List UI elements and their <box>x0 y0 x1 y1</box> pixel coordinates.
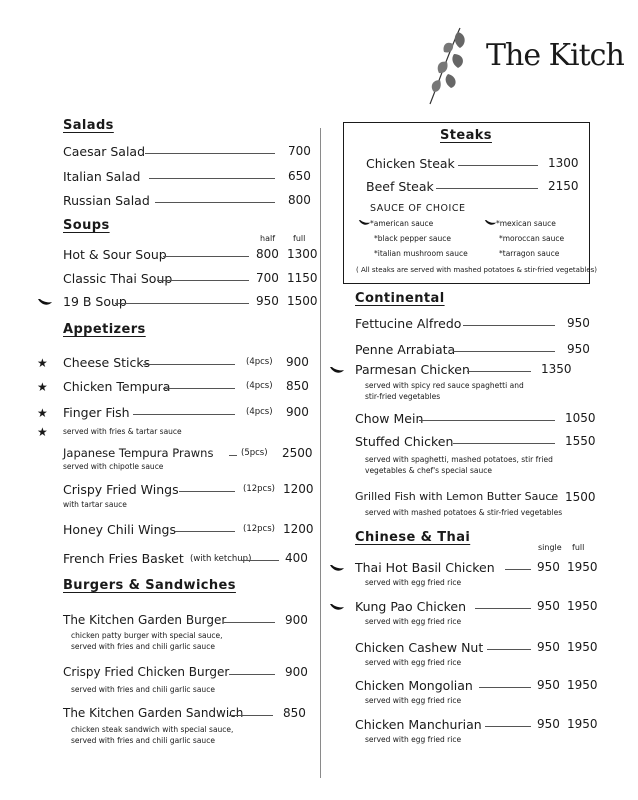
item-description: served with fries & tartar sauce <box>63 427 182 436</box>
sauce-option: *black pepper sauce <box>374 234 452 243</box>
item-name: Cheese Sticks <box>63 355 151 370</box>
item-price-single: 950 <box>537 717 560 731</box>
leader-line <box>163 256 249 257</box>
item-name: Chicken Mongolian <box>355 678 473 693</box>
chili-icon <box>329 603 345 611</box>
item-price: 1200 <box>283 482 314 496</box>
leader-line <box>155 202 275 203</box>
item-name: Russian Salad <box>63 193 150 208</box>
salads-title: Salads <box>63 118 114 133</box>
item-name: Chicken Cashew Nut <box>355 640 484 655</box>
item-pieces: (12pcs) <box>243 524 275 534</box>
item-description: chicken steak sandwich with special sauce, <box>71 725 234 734</box>
sauce-option: *american sauce <box>370 219 434 228</box>
leader-line <box>547 499 557 500</box>
menu-item <box>63 446 318 471</box>
item-price-half: 950 <box>256 294 279 308</box>
single-header: single <box>538 543 562 552</box>
menu-item <box>355 717 605 744</box>
chinese-thai-title: Chinese & Thai <box>355 530 471 545</box>
item-pieces: (4pcs) <box>246 381 273 391</box>
item-name: Italian Salad <box>63 169 141 184</box>
menu-item <box>63 144 311 164</box>
steaks-box <box>343 122 598 284</box>
leader-line <box>463 325 555 326</box>
item-price: 900 <box>285 665 308 679</box>
leader-line <box>229 674 275 675</box>
item-description: served with egg fried rice <box>365 617 462 626</box>
leader-line <box>157 280 249 281</box>
item-name: Classic Thai Soup <box>63 271 173 286</box>
menu-item <box>355 411 595 431</box>
leader-line <box>505 569 531 570</box>
item-price: 400 <box>285 551 308 565</box>
item-price-single: 950 <box>537 560 560 574</box>
menu-item <box>63 271 318 291</box>
item-name: Grilled Fish with Lemon Butter Sauce <box>355 490 559 503</box>
item-name: Honey Chili Wings <box>63 522 177 537</box>
item-name: Chow Mein <box>355 411 424 426</box>
leader-line <box>149 178 275 179</box>
item-description: stir-fried vegetables <box>365 392 441 401</box>
sauce-option: *moroccan sauce <box>499 234 565 243</box>
menu-item <box>63 294 318 314</box>
menu-item <box>37 379 313 399</box>
item-price: 700 <box>288 144 311 158</box>
leader-line <box>229 715 273 716</box>
item-name: Chicken Manchurian <box>355 717 482 732</box>
continental-title: Continental <box>355 291 445 306</box>
item-price: 1200 <box>283 522 314 536</box>
item-description: vegetables & chef's special sauce <box>365 466 492 475</box>
item-description: served with egg fried rice <box>365 578 462 587</box>
sauce-option: *italian mushroom sauce <box>374 249 468 258</box>
item-price-single: 950 <box>537 678 560 692</box>
item-name: Chicken Tempura <box>63 379 171 394</box>
menu-item <box>63 193 311 213</box>
item-price: 1050 <box>565 411 596 425</box>
item-price-full: 1950 <box>567 640 598 654</box>
item-name: French Fries Basket <box>63 551 184 566</box>
chili-icon <box>37 298 53 306</box>
item-name: Kung Pao Chicken <box>355 599 466 614</box>
item-name: Beef Steak <box>366 179 434 194</box>
item-pieces: (5pcs) <box>241 448 268 458</box>
item-price: 1500 <box>565 490 596 504</box>
item-price-full: 1950 <box>567 678 598 692</box>
item-name: The Kitchen Garden Burger <box>63 613 227 627</box>
brand-title: The Kitch <box>486 38 624 73</box>
item-pieces: (12pcs) <box>243 484 275 494</box>
item-price: 1550 <box>565 434 596 448</box>
half-header: half <box>260 234 276 243</box>
menu-item <box>366 156 586 176</box>
menu-item <box>355 599 605 626</box>
item-name: Hot & Sour Soup <box>63 247 167 262</box>
menu-item <box>366 179 586 199</box>
item-price-full: 1950 <box>567 599 598 613</box>
star-icon: ★ <box>37 356 48 370</box>
leaf-icon <box>420 24 470 106</box>
appetizers-title: Appetizers <box>63 322 146 337</box>
leader-line <box>485 726 531 727</box>
soups-title: Soups <box>63 218 110 233</box>
menu-item <box>355 362 595 401</box>
item-description: served with fries and chili garlic sauce <box>71 736 215 745</box>
item-price-full: 1300 <box>287 247 318 261</box>
sauce-title: SAUCE OF CHOICE <box>370 203 466 214</box>
leader-line <box>436 188 538 189</box>
item-price: 900 <box>286 355 309 369</box>
item-name: 19 B Soup <box>63 294 127 309</box>
menu-item <box>355 342 595 362</box>
burgers-title: Burgers & Sandwiches <box>63 578 236 593</box>
menu-item <box>355 560 605 587</box>
item-note: (with ketchup) <box>190 554 252 564</box>
leader-line <box>419 420 555 421</box>
leader-line <box>133 414 235 415</box>
item-price-full: 1950 <box>567 560 598 574</box>
item-description: served with egg fried rice <box>365 735 462 744</box>
full-header: full <box>293 234 306 243</box>
item-description: served with spicy red sauce spaghetti and <box>365 381 524 390</box>
item-price: 2150 <box>548 179 579 193</box>
leader-line <box>229 455 237 456</box>
star-icon: ★ <box>37 406 48 420</box>
chili-icon <box>329 564 345 572</box>
item-name: Finger Fish <box>63 405 130 420</box>
item-description: served with fries and chili garlic sauce <box>71 642 215 651</box>
item-name: Stuffed Chicken <box>355 434 454 449</box>
item-price-half: 700 <box>256 271 279 285</box>
item-price: 850 <box>283 706 306 720</box>
item-name: Caesar Salad <box>63 144 146 159</box>
leader-line <box>479 687 531 688</box>
menu-item <box>63 169 311 189</box>
item-description: served with egg fried rice <box>365 696 462 705</box>
item-name: Crispy Fried Wings <box>63 482 179 497</box>
item-name: Japanese Tempura Prawns <box>63 446 214 460</box>
leader-line <box>475 608 531 609</box>
leader-line <box>458 165 538 166</box>
full-header: full <box>572 543 585 552</box>
leader-line <box>487 649 531 650</box>
item-name: Penne Arrabiata <box>355 342 456 357</box>
leader-line <box>179 491 235 492</box>
item-pieces: (4pcs) <box>246 357 273 367</box>
item-price: 2500 <box>282 446 313 460</box>
menu-item <box>63 247 318 267</box>
item-price-single: 950 <box>537 599 560 613</box>
item-description: served with chipotle sauce <box>63 462 164 471</box>
menu-item <box>37 355 313 375</box>
item-name: Chicken Steak <box>366 156 455 171</box>
leader-line <box>241 560 279 561</box>
column-divider <box>320 128 321 778</box>
chili-icon <box>329 366 345 374</box>
item-description: served with egg fried rice <box>365 658 462 667</box>
leader-line <box>453 443 555 444</box>
sauce-option: *tarragon sauce <box>499 249 560 258</box>
item-name: Parmesan Chicken <box>355 362 470 377</box>
menu-item <box>355 434 596 475</box>
leader-line <box>175 531 235 532</box>
leader-line <box>467 371 531 372</box>
menu-item <box>355 316 595 336</box>
item-description: served with spaghetti, mashed potatoes, stir fried <box>365 455 553 464</box>
steaks-title: Steaks <box>440 128 492 143</box>
item-description: chicken patty burger with special sauce, <box>71 631 223 640</box>
item-price-full: 1150 <box>287 271 318 285</box>
menu-item <box>63 482 314 509</box>
menu-item <box>355 640 605 667</box>
item-price: 1350 <box>541 362 572 376</box>
menu-item <box>355 490 605 517</box>
item-description: served with mashed potatoes & stir-fried vegetables <box>365 508 563 517</box>
item-price: 900 <box>285 613 308 627</box>
star-icon: ★ <box>37 425 48 439</box>
menu-item <box>63 665 313 694</box>
sauce-option: *mexican sauce <box>496 219 556 228</box>
leader-line <box>453 351 555 352</box>
leader-line <box>223 622 275 623</box>
menu-item <box>63 551 313 571</box>
menu-item <box>63 706 313 745</box>
item-price-full: 1950 <box>567 717 598 731</box>
menu-item <box>355 678 605 705</box>
item-price: 900 <box>286 405 309 419</box>
leader-line <box>115 303 249 304</box>
item-price-half: 800 <box>256 247 279 261</box>
item-name: Crispy Fried Chicken Burger <box>63 665 230 679</box>
menu-item <box>37 405 313 439</box>
item-price-single: 950 <box>537 640 560 654</box>
item-price: 650 <box>288 169 311 183</box>
leader-line <box>163 388 235 389</box>
leader-line <box>143 364 235 365</box>
item-name: The Kitchen Garden Sandwich <box>63 706 244 720</box>
item-pieces: (4pcs) <box>246 407 273 417</box>
item-description: served with fries and chili garlic sauce <box>71 685 215 694</box>
item-name: Thai Hot Basil Chicken <box>355 560 495 575</box>
item-price: 950 <box>567 316 590 330</box>
menu-item <box>63 522 313 542</box>
star-icon: ★ <box>37 380 48 394</box>
item-price: 850 <box>286 379 309 393</box>
item-price-full: 1500 <box>287 294 318 308</box>
item-description: with tartar sauce <box>63 500 127 509</box>
steaks-note: ( All steaks are served with mashed potatoes & stir-fried vegetables) <box>356 266 598 274</box>
leader-line <box>145 153 275 154</box>
item-price: 1300 <box>548 156 579 170</box>
item-price: 950 <box>567 342 590 356</box>
menu-item <box>63 613 313 651</box>
item-name: Fettucine Alfredo <box>355 316 462 331</box>
item-price: 800 <box>288 193 311 207</box>
